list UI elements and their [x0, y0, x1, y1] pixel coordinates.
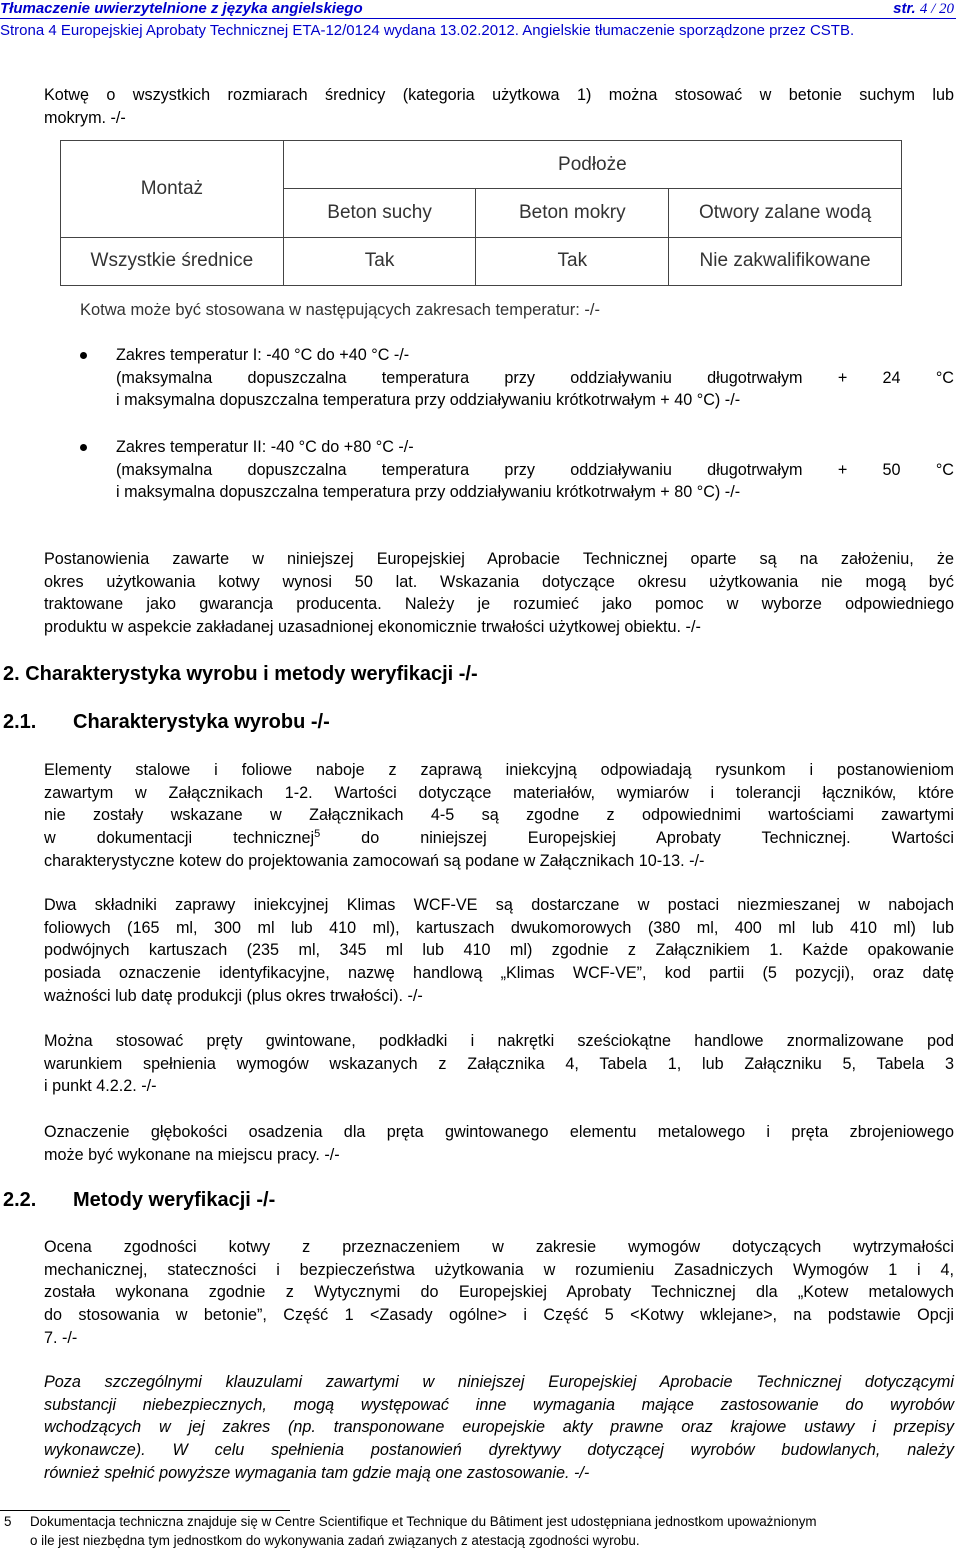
footnote-line-2: o ile jest niezbędna tym jednostkom do wykonywania zadań związanych z atestacją zgodności wyrobu.	[30, 1532, 640, 1548]
header-page-label: str.	[893, 0, 916, 17]
paragraph-line: zawartym w Załącznikach 1-2. Wartości dotyczące materiałów, wymiarów i tolerancji łączników, które	[44, 783, 954, 802]
table-cell-2: Tak	[476, 237, 669, 285]
footnote-divider	[0, 1510, 290, 1511]
paragraph-line-with-footnote	[44, 827, 954, 850]
header-page-number	[893, 0, 954, 18]
paragraph-line: do stosowania w betonie”, Część 1 <Zasady ogólne> i Część 5 <Kotwy wklejane>, na podstawie Opcji	[44, 1306, 954, 1325]
paragraph-line: i punkt 4.2.2. -/-	[44, 1077, 157, 1096]
paragraph-line: substancji niebezpiecznych, mogą występować inne wymagania mające zastosowanie do wyrobów	[44, 1395, 954, 1414]
paragraph-line: wchodzących w jej zakres (np. transponowane europejskie akty prawne oraz krajowe ustawy i przepisy	[44, 1418, 954, 1437]
section-2-1-number: 2.1.	[3, 711, 37, 733]
temperature-range-1	[116, 344, 954, 412]
temp-range-1-title: Zakres temperatur I: -40 °C do +40 °C -/-	[116, 346, 410, 364]
header-divider	[0, 18, 956, 19]
paragraph-line: Elementy stalowe i foliowe naboje z zaprawą iniekcyjną odpowiadają rysunkom i postanowieniom	[44, 761, 954, 779]
paragraph-line: Oznaczenie głębokości osadzenia dla pręta gwintowanego elementu metalowego i pręta zbrojeniowego	[44, 1123, 954, 1141]
section-2-2-number: 2.2.	[3, 1189, 37, 1211]
table-row-label: Wszystkie średnice	[61, 237, 284, 285]
rods-paragraph	[44, 1030, 954, 1098]
temperature-intro: Kotwa może być stosowana w następujących zakresach temperatur: -/-	[80, 301, 600, 319]
working-life-paragraph	[44, 548, 954, 639]
temp-range-2-title: Zakres temperatur II: -40 °C do +80 °C -/-	[116, 438, 414, 456]
footnote-number: 5	[4, 1514, 12, 1529]
temp-range-1-line-3: i maksymalna dopuszczalna temperatura przy oddziaływaniu krótkotrwałym + 40 °C) -/-	[116, 391, 741, 410]
section-2-2-title: Metody weryfikacji -/-	[73, 1189, 276, 1211]
table-col-otwory-zalane: Otwory zalane wodą	[669, 189, 902, 237]
footnote-reference: 5	[314, 828, 321, 841]
paragraph-line: została wykonana zgodnie z Wytycznymi do Europejskiej Aprobaty Technicznej dla „Kotew metalowych	[44, 1283, 954, 1302]
paragraph-line: Postanowienia zawarte w niniejszej Europejskiej Aprobacie Technicznej oparte są na założeniu, że	[44, 550, 954, 568]
footnote-text	[30, 1513, 956, 1550]
paragraph-line: posiada oznaczenie identyfikacyjne, nazwę handlową „Klimas WCF-VE”, kod partii (5 pozycji), oraz datę	[44, 964, 954, 983]
table-cell-1: Tak	[283, 237, 476, 285]
header-subtitle: Strona 4 Europejskiej Aprobaty Technicznej ETA-12/0124 wydana 13.02.2012. Angielskie tłumaczenie sporządzone przez CSTB.	[0, 22, 855, 39]
paragraph-line: 7. -/-	[44, 1328, 78, 1347]
table-header-podloze: Podłoże	[283, 141, 901, 189]
paragraph-line: Można stosować pręty gwintowane, podkładki i nakrętki sześciokątne handlowe znormalizowane pod	[44, 1032, 954, 1050]
paragraph-line: Ocena zgodności kotwy z przeznaczeniem w zakresie wymogów dotyczących wytrzymałości	[44, 1238, 954, 1256]
substrate-table	[60, 140, 902, 286]
paragraph-line: może być wykonane na miejscu pracy. -/-	[44, 1145, 340, 1164]
intro-line-2: mokrym. -/-	[44, 108, 126, 127]
temp-range-1-line-2: (maksymalna dopuszczalna temperatura przy oddziaływaniu długotrwałym + 24 °C	[116, 368, 954, 387]
paragraph-line: wykonawcze). W celu spełnienia postanowień dyrektywy dotyczącej wyrobów budowlanych, należy	[44, 1441, 954, 1460]
marking-paragraph	[44, 1121, 954, 1166]
paragraph-line: również spełnić powyższe wymagania tam gdzie mają one zastosowanie. -/-	[44, 1463, 590, 1482]
paragraph-line: nie zostały wskazane w Załącznikach 4-5 są zgodne z odpowiednimi wartościami zawartymi	[44, 806, 954, 825]
intro-line-1: Kotwę o wszystkich rozmiarach średnicy (kategoria użytkowa 1) można stosować w betonie suchym lub	[44, 86, 954, 104]
paragraph-line: mechanicznej, stateczności i bezpieczeństwa użytkowania w rozumieniu Zasadniczych Wymogów 1 i 4,	[44, 1260, 954, 1279]
line-4-after: do niniejszej Europejskiej Aprobaty Technicznej. Wartości	[320, 829, 954, 848]
elements-paragraph	[44, 759, 954, 873]
table-cell-3: Nie zakwalifikowane	[669, 237, 902, 285]
page-header	[0, 0, 954, 19]
table-col-beton-mokry: Beton mokry	[476, 189, 669, 237]
footnote-line-1: Dokumentacja techniczna znajduje się w Centre Scientifique et Technique du Bâtiment jest udostępniana jednostkom upoważnionym	[30, 1514, 817, 1529]
intro-paragraph	[44, 84, 954, 129]
dangerous-substances-paragraph	[44, 1371, 954, 1485]
paragraph-line: Poza szczególnymi klauzulami zawartymi w niniejszej Europejskiej Aprobacie Technicznej dotyczącymi	[44, 1373, 954, 1391]
paragraph-line: warunkiem spełnienia wymogów wskazanych z Załącznika 4, Tabela 1, lub Załączniku 5, Tabela 3	[44, 1054, 954, 1073]
temp-range-2-line-3: i maksymalna dopuszczalna temperatura przy oddziaływaniu krótkotrwałym + 80 °C) -/-	[116, 483, 741, 502]
paragraph-line: Dwa składniki zaprawy iniekcyjnej Klimas WCF-VE są dostarczane w postaci niezmieszanej w nabojach	[44, 896, 954, 914]
header-page-value: 4 / 20	[919, 1, 954, 17]
table-col-beton-suchy: Beton suchy	[283, 189, 476, 237]
paragraph-line: charakterystyczne kotew do projektowania zamocowań są podane w Załącznikach 10-13. -/-	[44, 851, 705, 870]
paragraph-line: traktowane jako gwarancja producenta. Należy je rozumieć jako pomoc w wyborze odpowiedniego	[44, 595, 954, 614]
table-header-montaz: Montaż	[61, 141, 284, 238]
assessment-paragraph	[44, 1236, 954, 1350]
temp-range-2-line-2: (maksymalna dopuszczalna temperatura przy oddziaływaniu długotrwałym + 50 °C	[116, 460, 954, 479]
header-title: Tłumaczenie uwierzytelnione z języka angielskiego	[0, 0, 363, 17]
bullet-icon	[80, 352, 87, 359]
section-2-heading: 2. Charakterystyka wyrobu i metody weryfikacji -/-	[3, 663, 478, 685]
line-4-before: w dokumentacji technicznej	[44, 829, 315, 848]
paragraph-line: okres użytkowania kotwy wynosi 50 lat. Wskazania dotyczące okresu użytkowania nie mogą być	[44, 572, 954, 591]
section-2-1-title: Charakterystyka wyrobu -/-	[73, 711, 330, 733]
paragraph-line: foliowych (165 ml, 300 ml lub 410 ml), kartuszach dwukomorowych (380 ml, 400 ml lub 410 ml) lub	[44, 918, 954, 937]
bullet-icon	[80, 444, 87, 451]
temperature-range-2	[116, 436, 954, 504]
paragraph-line: ważności lub datę produkcji (plus okres trwałości). -/-	[44, 986, 423, 1005]
paragraph-line: podwójnych kartuszach (235 ml, 345 ml lub 410 ml) zgodnie z Załącznikiem 1. Każde opakowanie	[44, 941, 954, 960]
components-paragraph	[44, 894, 954, 1008]
paragraph-line: produktu w aspekcie zakładanej uzasadnionej ekonomicznie trwałości użytkowej obiektu. -/-	[44, 618, 701, 637]
